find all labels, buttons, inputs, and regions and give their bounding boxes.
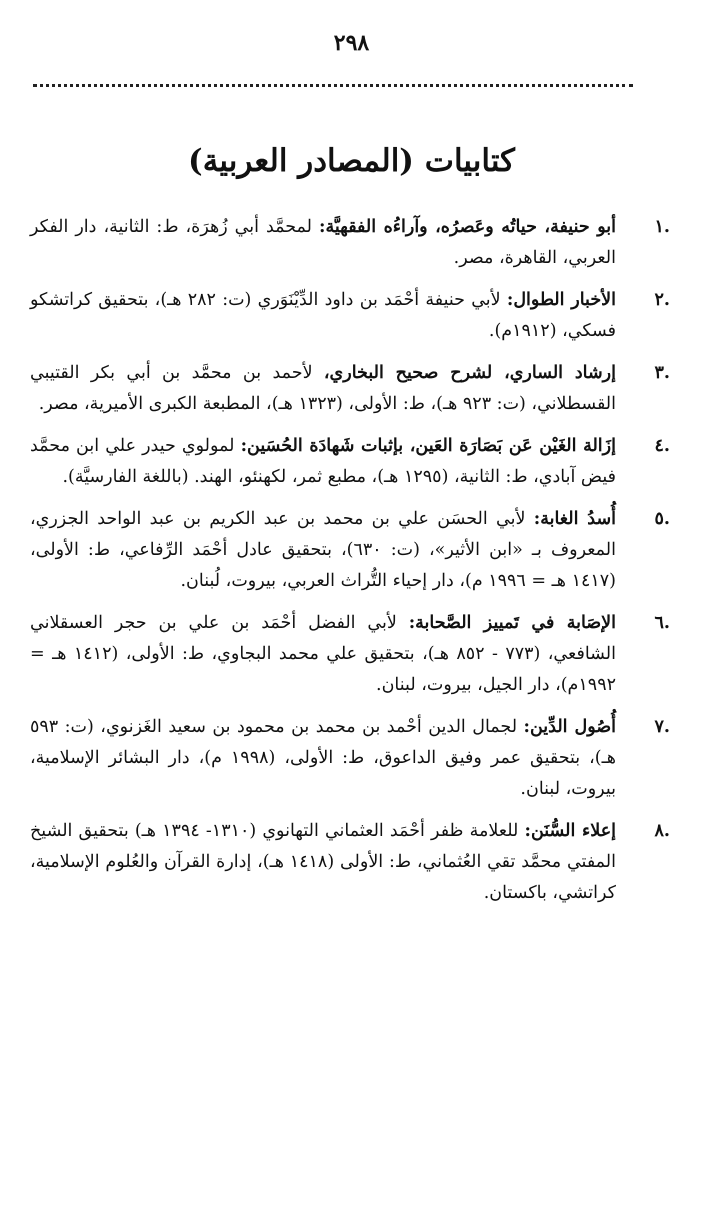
- entry-number: .٤: [654, 436, 670, 456]
- entry-body: لأحمد بن محمَّد بن أبي بكر القتيبي القسطلاني، (ت: ٩٢٣ هـ)، ط: الأولى، (١٣٢٣ هـ)، المطبعة الكبرى الأميرية، مصر.: [30, 363, 616, 414]
- bibliography-list: [30, 212, 670, 920]
- entry-body: لجمال الدين أحْمد بن محمد بن محمود بن سعيد الغَزنوي، (ت: ٥٩٣ هـ)، بتحقيق عمر وفيق الداعوق، ط: الأولى، (١٩٩٨ م)، دار البشائر الإسلامية، بيروت، لبنان.: [30, 717, 616, 799]
- entry-number: .٥: [654, 509, 670, 529]
- bibliography-entry-5: [30, 504, 670, 597]
- entry-body: لمحمَّد أبي زُهرَة، ط: الثانية، دار الفكر العربي، القاهرة، مصر.: [30, 217, 616, 268]
- entry-title: إرشاد الساري، لشرح صحيح البخاري،: [323, 363, 616, 383]
- bibliography-entry-3: [30, 358, 670, 420]
- entry-body: لأبي الفضل أحْمَد بن علي بن حجر العسقلاني الشافعي، (٧٧٣ - ٨٥٢ هـ)، بتحقيق علي محمد البجاوي، ط: الأولى، (١٤١٢ هـ = ١٩٩٢م)، دار الجيل، بيروت، لبنان.: [30, 613, 616, 695]
- entry-body: لمولوي حيدر علي ابن محمَّد فيض آبادي، ط: الثانية، (١٢٩٥ هـ)، مطبع ثمر، لكهنئو، الهند. (باللغة الفارسيَّة).: [30, 436, 616, 487]
- entry-number: .٧: [654, 717, 670, 737]
- entry-title: أُصُول الدِّين:: [523, 717, 616, 737]
- bibliography-entry-1: [30, 212, 670, 274]
- bibliography-entry-4: [30, 431, 670, 493]
- entry-title: أُسدُ الغابة:: [533, 509, 616, 529]
- bibliography-entry-2: [30, 285, 670, 347]
- entry-title: الأخبار الطوال:: [506, 290, 616, 310]
- bibliography-entry-8: [30, 816, 670, 909]
- entry-number: .٢: [654, 290, 670, 310]
- page-number: ٢٩٨: [333, 30, 370, 56]
- entry-title: إزَالة الغَيْن عَن بَصَارَة العَين، بإثبات شَهادَة الحُسَين:: [240, 436, 616, 456]
- entry-number: .٣: [654, 363, 670, 383]
- bibliography-entry-7: [30, 712, 670, 805]
- entry-body: للعلامة ظفر أحْمَد العثماني التهانوي (١٣١٠- ١٣٩٤ هـ) بتحقيق الشيخ المفتي محمَّد تقي العُثماني، ط: الأولى (١٤١٨ هـ)، إدارة القرآن والعُلوم الإسلامية، كراتشي، باكستان.: [30, 821, 616, 903]
- entry-number: .٦: [654, 613, 670, 633]
- entry-title: إعلاء السُّنَن:: [524, 821, 617, 841]
- entry-body: لأبي حنيفة أحْمَد بن داود الدِّيْنَوَري (ت: ٢٨٢ هـ)، بتحقيق كراتشكو فسكي، (١٩١٢م).: [30, 290, 616, 341]
- entry-title: أبو حنيفة، حياتُه وعَصرُه، وآراءُه الفقهيَّة:: [319, 217, 616, 237]
- bibliography-entry-6: [30, 608, 670, 701]
- page-title: كتابيات (المصادر العربية): [188, 143, 515, 179]
- header-dotted-rule: [33, 84, 633, 87]
- entry-title: الإصَابة في تَمييز الصَّحابة:: [408, 613, 617, 633]
- entry-body: لأبي الحسَن علي بن محمد بن عبد الكريم بن عبد الواحد الجزري، المعروف بـ «ابن الأثير»، (ت: ٦٣٠)، بتحقيق عادل أحْمَد الرِّفاعي، ط: الأولى، (١٤١٧ هـ = ١٩٩٦ م)، دار إحياء التُّراث العربي، بيروت، لُبنان.: [30, 509, 616, 591]
- entry-number: .١: [654, 217, 670, 237]
- entry-number: .٨: [654, 821, 670, 841]
